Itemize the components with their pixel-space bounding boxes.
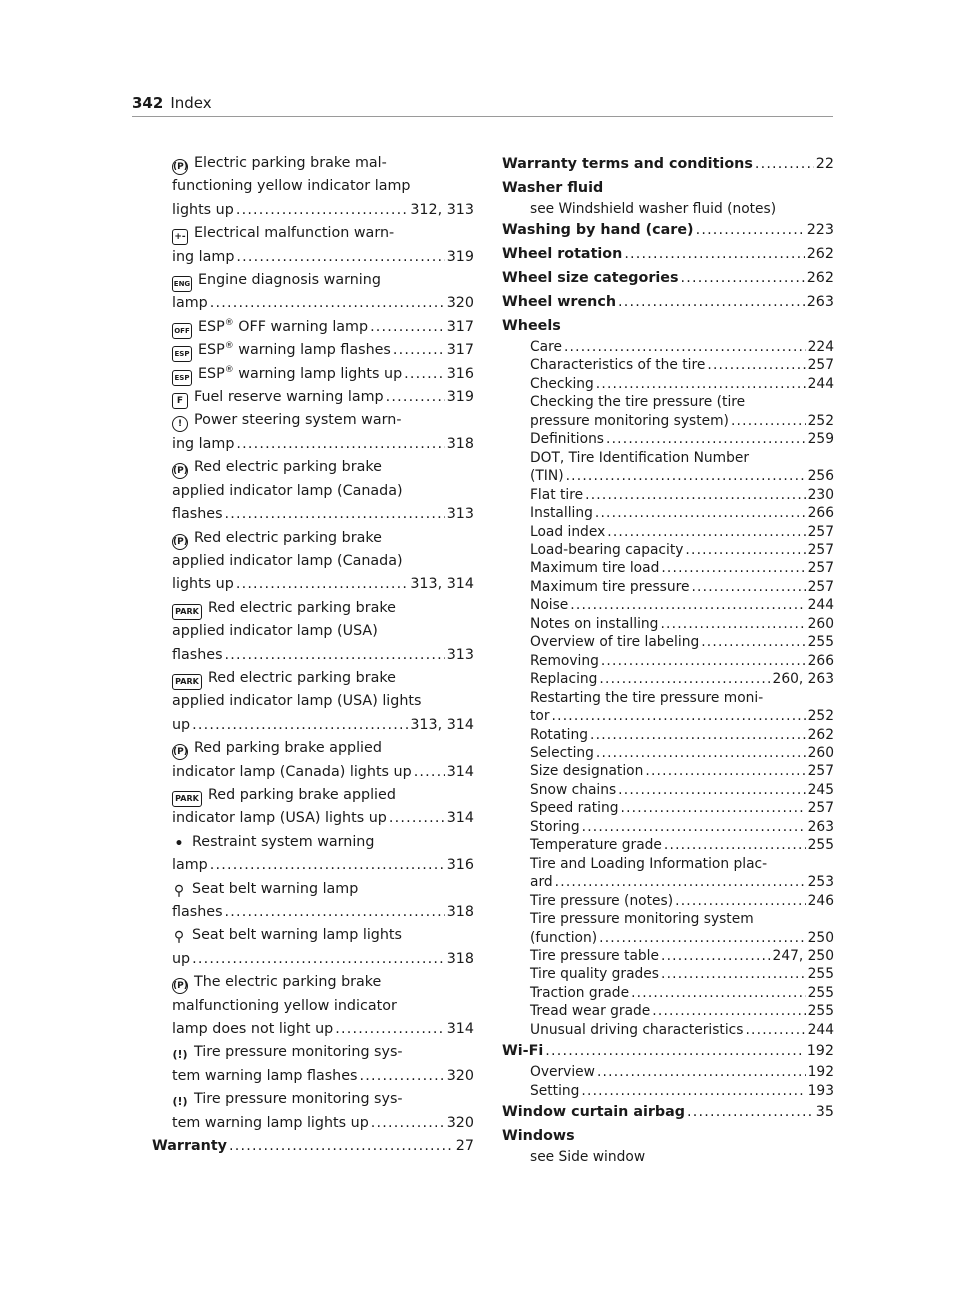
- page-ref[interactable]: 247, 250: [772, 947, 834, 964]
- subentry-line: Noise ..... 244: [530, 596, 834, 614]
- page-ref[interactable]: 320: [446, 1114, 474, 1131]
- subentry-line: Storing ..... 263: [530, 818, 834, 836]
- page-ref[interactable]: 253: [807, 874, 834, 891]
- index-entry-line: lights up ..... 313, 314: [172, 573, 474, 596]
- subentry-line: Overview of tire labeling ..... 255: [530, 633, 834, 651]
- page-ref[interactable]: 314: [446, 810, 474, 827]
- page-ref[interactable]: 319: [446, 248, 474, 265]
- subentry-line: Rotating ..... 262: [530, 726, 834, 744]
- entry-text: applied indicator lamp (USA): [172, 623, 378, 640]
- index-entry: Wheel size categories ..... 262: [502, 266, 834, 290]
- subentry-line: Load index ..... 257: [530, 523, 834, 541]
- index-entry: Window curtain airbag ..... 35: [502, 1100, 834, 1124]
- subentry-line: Selecting ..... 260: [530, 744, 834, 762]
- esp-off-icon: OFF: [172, 323, 192, 339]
- park-icon: PARK: [172, 674, 202, 690]
- subentry-line: Tire pressure table ..... 247, 250: [530, 947, 834, 965]
- subentry-line: Maximum tire pressure ..... 257: [530, 578, 834, 596]
- page-ref[interactable]: 252: [807, 412, 834, 429]
- subentry-line: Size designation ..... 257: [530, 762, 834, 780]
- index-entry-line: up ..... 313, 314: [172, 714, 474, 737]
- index-entry: Wheel wrench ..... 263: [502, 290, 834, 314]
- page-ref[interactable]: 316: [446, 365, 474, 382]
- index-entry: (P) Red parking brake applied: [172, 737, 474, 760]
- page-ref[interactable]: 257: [807, 578, 834, 595]
- page-ref[interactable]: 244: [807, 1021, 834, 1038]
- page-ref[interactable]: 246: [807, 892, 834, 909]
- steering-warning-icon: !: [172, 416, 188, 432]
- subentry-text: Tire pressure monitoring system: [530, 911, 754, 928]
- subentry-line: (function) ..... 250: [530, 929, 834, 947]
- subentry-line: Characteristics of the tire ..... 257: [530, 356, 834, 374]
- fuel-icon: F: [172, 393, 188, 409]
- subentry-line: Tire pressure (notes) ..... 246: [530, 892, 834, 910]
- subentry-text: Restarting the tire pressure moni-: [530, 689, 764, 706]
- wifi-subentries: [502, 1063, 834, 1100]
- index-entry-line: lamp ..... 320: [172, 292, 474, 315]
- page-ref[interactable]: 263: [807, 818, 834, 835]
- tire-pressure-icon: (!): [172, 1095, 188, 1109]
- subentry-line: Setting ..... 193: [530, 1082, 834, 1100]
- page-ref[interactable]: 224: [807, 339, 834, 355]
- page-ref[interactable]: 266: [807, 652, 834, 669]
- page-number: 342: [132, 94, 164, 112]
- index-entry-line: indicator lamp (USA) lights up ..... 314: [172, 807, 474, 830]
- brake-warning-icon: (P): [172, 744, 188, 760]
- subentry-line: Tire quality grades ..... 255: [530, 965, 834, 983]
- index-entry-line: ESP ESP® warning lamp flashes ..... 317: [172, 339, 474, 362]
- see-reference[interactable]: see Windshield washer fluid (notes): [530, 201, 777, 217]
- brake-warning-icon: (P): [172, 978, 188, 994]
- page-ref[interactable]: 244: [807, 597, 834, 614]
- page-ref[interactable]: 245: [807, 781, 834, 798]
- page-ref[interactable]: 260: [807, 744, 834, 761]
- subentry-line: Unusual driving characteristics ..... 244: [530, 1021, 834, 1039]
- index-entry-line: tem warning lamp lights up ..... 320: [172, 1112, 474, 1135]
- entry-text: functioning yellow indicator lamp: [172, 178, 411, 195]
- page-header: [132, 94, 212, 114]
- page-ref[interactable]: 262: [806, 270, 834, 286]
- page-ref[interactable]: 313, 314: [410, 716, 474, 733]
- index-entry: Wheel rotation ..... 262: [502, 242, 834, 266]
- page-ref[interactable]: 192: [806, 1043, 834, 1060]
- page-ref[interactable]: 320: [446, 295, 474, 312]
- page-ref[interactable]: 257: [807, 800, 834, 817]
- subentry-line: Temperature grade ..... 255: [530, 836, 834, 854]
- page-ref[interactable]: 255: [807, 966, 834, 983]
- subentry-line: Care ..... 224: [530, 338, 834, 356]
- page-ref[interactable]: 314: [446, 763, 474, 780]
- index-entry-line: F Fuel reserve warning lamp ..... 319: [172, 386, 474, 409]
- engine-icon: ENG: [172, 276, 192, 292]
- page-ref[interactable]: 260, 263: [772, 671, 834, 688]
- subentry-line: Snow chains ..... 245: [530, 781, 834, 799]
- index-entry: ⚲ Seat belt warning lamp: [173, 880, 359, 899]
- park-icon: PARK: [172, 604, 202, 620]
- page-ref[interactable]: 257: [807, 763, 834, 780]
- index-entry: (P) Red electric parking brake: [172, 527, 474, 550]
- page-ref[interactable]: 313, 314: [410, 576, 474, 593]
- page-ref[interactable]: 256: [807, 468, 834, 485]
- page-ref[interactable]: 257: [807, 560, 834, 577]
- page-ref[interactable]: 318: [446, 904, 474, 920]
- page-ref[interactable]: 192: [807, 1064, 834, 1081]
- page-ref[interactable]: 316: [446, 857, 474, 874]
- index-entry-line: flashes ..... 318: [172, 901, 474, 924]
- entry-text: applied indicator lamp (Canada): [172, 552, 403, 569]
- subentry-line: Removing ..... 266: [530, 652, 834, 670]
- index-entry: (P) Electric parking brake mal-: [172, 152, 474, 175]
- index-entry: PARK Red parking brake applied: [172, 784, 474, 807]
- page-ref[interactable]: 255: [807, 984, 834, 1001]
- index-entry: (P) Red electric parking brake: [172, 456, 474, 479]
- page-ref[interactable]: 263: [806, 294, 834, 310]
- subentry-line: Installing ..... 266: [530, 504, 834, 522]
- subentry-line: Flat tire ..... 230: [530, 486, 834, 504]
- index-entry-washer-fluid: Washer fluid: [502, 180, 604, 196]
- page-ref[interactable]: 257: [807, 541, 834, 558]
- subentry-line: Overview ..... 192: [530, 1063, 834, 1081]
- index-entry: (P) The electric parking brake: [172, 971, 474, 994]
- subentry-line: Traction grade ..... 255: [530, 984, 834, 1002]
- page-ref[interactable]: 22: [815, 156, 834, 172]
- brake-warning-icon: (P): [172, 159, 188, 175]
- index-entry-warranty: Warranty ..... 27: [152, 1135, 474, 1158]
- page-ref[interactable]: 223: [806, 222, 834, 238]
- restraint-system-icon: •: [174, 835, 184, 852]
- subentry-line: Notes on installing ..... 260: [530, 615, 834, 633]
- index-entry-warranty-terms: Warranty terms and conditions ..... 22: [502, 152, 834, 176]
- seat-belt-icon: ⚲: [173, 929, 185, 946]
- index-entry: ! Power steering system warn-: [172, 409, 474, 432]
- index-entry: ⚲ Seat belt warning lamp lights: [173, 927, 402, 946]
- page-ref[interactable]: 262: [807, 726, 834, 743]
- index-entry-wheels: Wheels: [502, 318, 561, 334]
- page-ref[interactable]: 257: [807, 523, 834, 540]
- subentry-line: tor ..... 252: [530, 707, 834, 725]
- index-entry: PARK Red electric parking brake: [172, 597, 474, 620]
- tire-pressure-icon: (!): [172, 1048, 188, 1062]
- index-entry-line: indicator lamp (Canada) lights up ..... 314: [172, 761, 474, 784]
- page-ref[interactable]: 35: [815, 1104, 834, 1121]
- page-ref[interactable]: 244: [807, 375, 834, 392]
- page-ref[interactable]: 318: [446, 435, 474, 452]
- index-entry-line: up ..... 318: [172, 948, 474, 971]
- page-ref[interactable]: 317: [446, 342, 474, 359]
- index-entry-line: ing lamp ..... 318: [172, 433, 474, 456]
- page-ref[interactable]: 230: [807, 486, 834, 503]
- index-entry-line: ing lamp ..... 319: [172, 246, 474, 269]
- index-entry-line: flashes ..... 313: [172, 503, 474, 526]
- index-column-right: [502, 152, 834, 1166]
- subentry-line: Definitions ..... 259: [530, 430, 834, 448]
- page-ref[interactable]: 313: [446, 506, 474, 523]
- header-rule: [132, 116, 833, 117]
- page-ref[interactable]: 255: [807, 837, 834, 854]
- page-ref[interactable]: 250: [807, 929, 834, 946]
- page-ref[interactable]: 262: [806, 246, 834, 262]
- page-ref[interactable]: 255: [807, 634, 834, 651]
- page-ref[interactable]: 27: [455, 1138, 474, 1155]
- index-column-left: [152, 152, 474, 1158]
- page-ref[interactable]: 252: [807, 708, 834, 725]
- index-entry: (!) Tire pressure monitoring sys-: [172, 1091, 403, 1109]
- index-entry: Washing by hand (care) ..... 223: [502, 218, 834, 242]
- page-ref[interactable]: 259: [807, 431, 834, 448]
- page-ref[interactable]: 193: [807, 1082, 834, 1099]
- subentry-text: Tire and Loading Information plac-: [530, 855, 768, 872]
- entry-text: malfunctioning yellow indicator: [172, 997, 397, 1014]
- index-entry: (!) Tire pressure monitoring sys-: [172, 1044, 403, 1062]
- index-entry-line: tem warning lamp flashes ..... 320: [172, 1065, 474, 1088]
- park-icon: PARK: [172, 791, 202, 807]
- index-entry-line: OFF ESP® OFF warning lamp ..... 317: [172, 316, 474, 339]
- subentry-line: Maximum tire load ..... 257: [530, 559, 834, 577]
- subentry-line: Speed rating ..... 257: [530, 799, 834, 817]
- page-ref[interactable]: 320: [446, 1067, 474, 1084]
- index-entry-line: ESP ESP® warning lamp lights up ..... 316: [172, 363, 474, 386]
- index-entry-line: flashes ..... 313: [172, 644, 474, 667]
- battery-icon: +-: [172, 229, 188, 245]
- wheels-subentries: [502, 338, 834, 1039]
- page-ref[interactable]: 313: [446, 646, 474, 663]
- page-ref[interactable]: 312, 313: [410, 201, 474, 218]
- subentry-line: (TIN) ..... 256: [530, 467, 834, 485]
- entry-text: applied indicator lamp (Canada): [172, 482, 403, 499]
- subentry-line: ard ..... 253: [530, 873, 834, 891]
- esp-icon: ESP: [172, 370, 192, 386]
- subentry-line: Replacing ..... 260, 263: [530, 670, 834, 688]
- index-entry-windows: Windows: [502, 1128, 575, 1145]
- brake-warning-icon: (P): [172, 463, 188, 479]
- page-ref[interactable]: 255: [807, 1003, 834, 1020]
- subentry-text: DOT, Tire Identification Number: [530, 449, 750, 466]
- page-ref[interactable]: 318: [446, 950, 474, 967]
- page-title: Index: [170, 94, 212, 112]
- page-ref[interactable]: 317: [446, 318, 474, 335]
- entry-text: applied indicator lamp (USA) lights: [172, 693, 422, 710]
- index-entry-wifi: Wi-Fi ..... 192: [502, 1039, 834, 1063]
- index-entry: PARK Red electric parking brake: [172, 667, 474, 690]
- page-ref[interactable]: 314: [446, 1021, 474, 1038]
- page-ref[interactable]: 319: [446, 389, 474, 406]
- subentry-line: Checking ..... 244: [530, 375, 834, 393]
- index-entry: ENG Engine diagnosis warning: [172, 269, 474, 292]
- subentry-line: Load-bearing capacity ..... 257: [530, 541, 834, 559]
- subentry-line: Tread wear grade ..... 255: [530, 1002, 834, 1020]
- seat-belt-icon: ⚲: [173, 882, 185, 899]
- subentry-text: Checking the tire pressure (tire: [530, 394, 746, 411]
- page-ref[interactable]: 260: [807, 615, 834, 632]
- index-entry: • Restraint system warning: [172, 831, 474, 854]
- index-entry-line: lights up ..... 312, 313: [172, 199, 474, 222]
- page-ref[interactable]: 266: [807, 505, 834, 522]
- index-entry-line: lamp does not light up ..... 314: [172, 1018, 474, 1041]
- see-reference[interactable]: see Side window: [530, 1149, 646, 1166]
- index-entry-line: lamp ..... 316: [172, 854, 474, 877]
- index-entry: +- Electrical malfunction warn-: [172, 222, 474, 245]
- esp-icon: ESP: [172, 346, 192, 362]
- subentry-line: pressure monitoring system) ..... 252: [530, 412, 834, 430]
- page-ref[interactable]: 257: [807, 357, 834, 374]
- brake-warning-icon: (P): [172, 534, 188, 550]
